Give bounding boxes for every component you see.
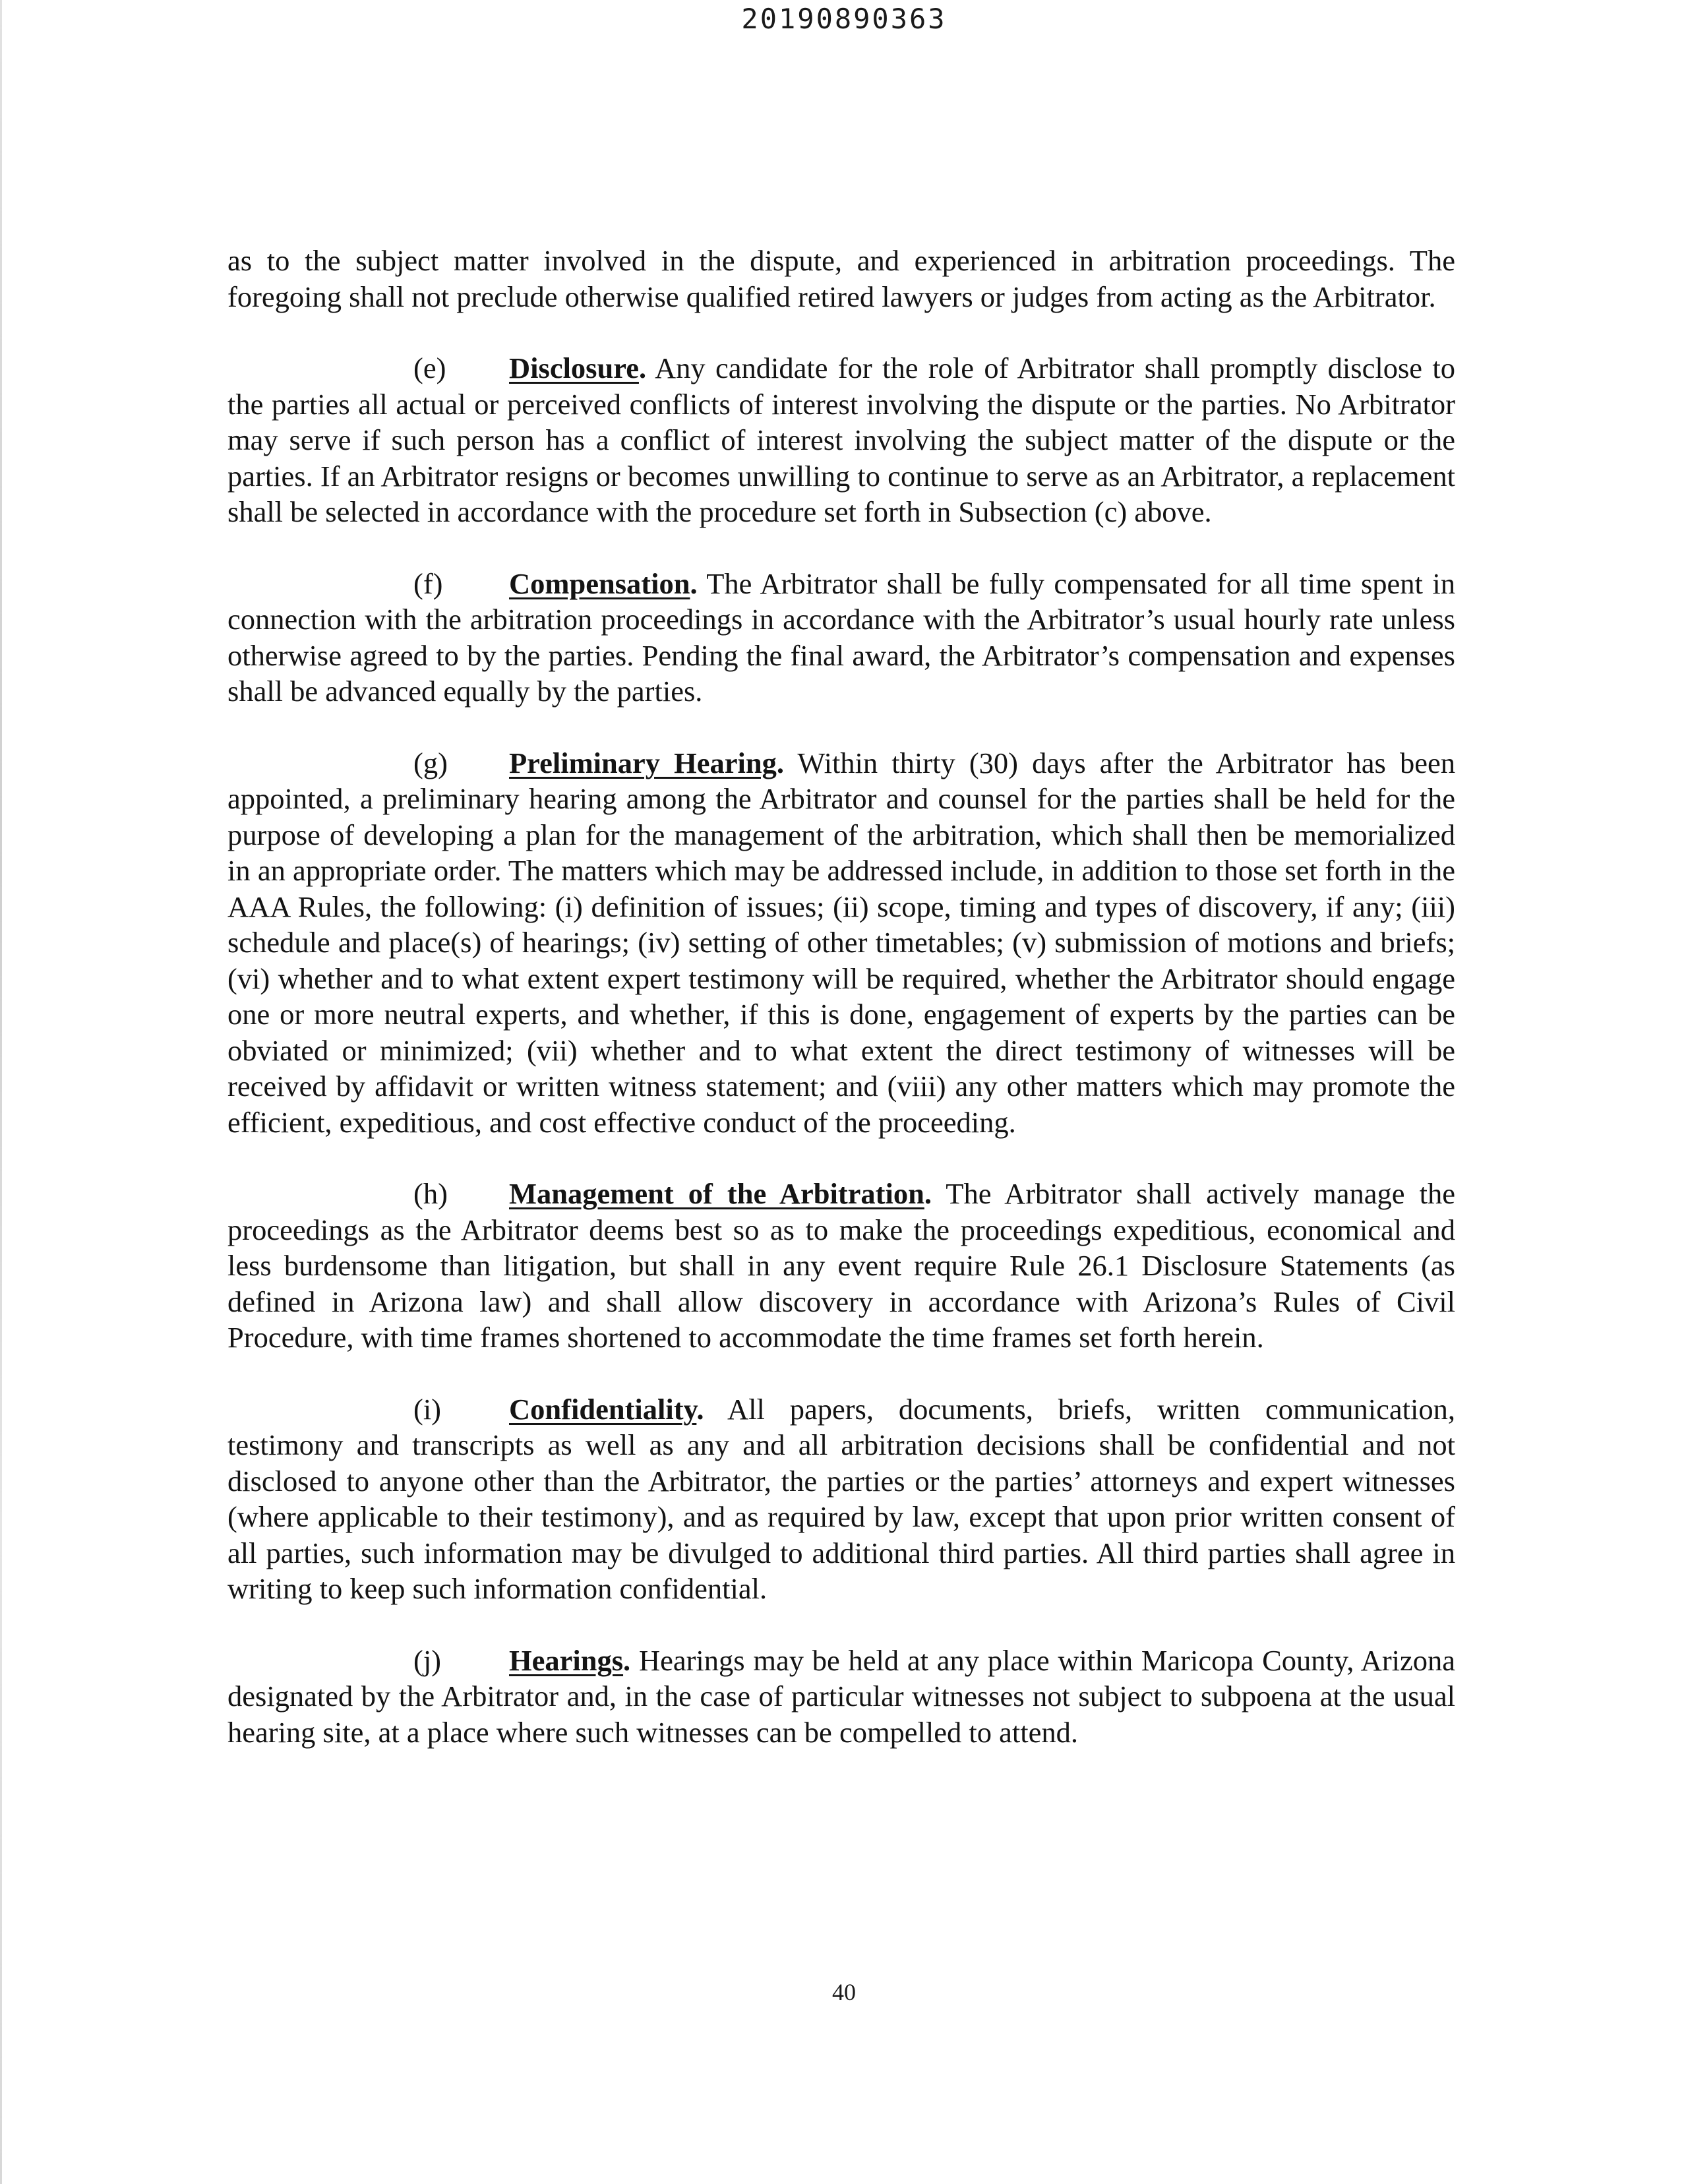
- scan-edge-shadow: [0, 0, 2, 2184]
- section-heading: Hearings: [509, 1643, 624, 1677]
- section-letter: (h): [413, 1177, 448, 1210]
- section-f: (f) Compensation. The Arbitrator shall be fully compensated for all time spent in connection with the arbitration proceedings in accordance with the Arbitrator’s usual hourly rate unless otherwise agreed to by the parties. Pending the final award, the Arbitrator’s compensation and expenses shall be advanced equally by the parties.: [227, 566, 1455, 708]
- section-heading: Preliminary Hearing: [509, 746, 777, 779]
- page-number: 40: [832, 1979, 856, 2005]
- section-heading: Compensation: [509, 566, 690, 600]
- section-heading: Management of the Arbitration: [509, 1177, 924, 1210]
- section-text: Any candidate for the role of Arbitrator shall promptly disclose to the parties all actual or perceived conflicts of interest involving the dispute or the parties. No Arbitrator may serve if such person has a conflict of interest involving the subject matter of the dispute or the parties. If an Arbitrator resigns or becomes unwilling to continue to serve as an Arbitrator, a replacement shall be selected in accordance with the procedure set forth in Subsection (c) above.: [227, 351, 1455, 528]
- section-letter: (g): [413, 746, 448, 779]
- section-g: (g) Preliminary Hearing. Within thirty (30) days after the Arbitrator has been appointed, a preliminary hearing among the Arbitrator and counsel for the parties shall be held for the purpose of developing a plan for the management of the arbitration, which shall then be memorialized in an appropriate order. The matters which may be addressed include, in addition to those set forth in the AAA Rules, the following: (i) definition of issues; (ii) scope, timing and types of discovery, if any; (iii) schedule and place(s) of hearings; (iv) setting of other timetables; (v) submission of motions and briefs; (vi) whether and to what extent expert testimony will be required, whether the Arbitrator should engage one or more neutral experts, and whether, if this is done, engagement of experts by the parties can be obviated or minimized; (vii) whether and to what extent the direct testimony of witnesses will be received by affidavit or written witness statement; and (viii) any other matters which may promote the efficient, expeditious, and cost effective conduct of the proceeding.: [227, 746, 1455, 1139]
- section-text: The Arbitrator shall be fully compensated for all time spent in connection with the arbitration proceedings in accordance with the Arbitrator’s usual hourly rate unless otherwise agreed to by the parties. Pending the final award, the Arbitrator’s compensation and expenses shall be advanced equally by the parties.: [227, 566, 1455, 708]
- section-text: Hearings may be held at any place within Maricopa County, Arizona designated by the Arbitrator and, in the case of particular witnesses not subject to subpoena at the usual hearing site, at a place where such witnesses can be compelled to attend.: [227, 1643, 1456, 1749]
- section-text: All papers, documents, briefs, written communication, testimony and transcripts as well as any and all arbitration decisions shall be confidential and not disclosed to anyone other than the Arbitrator, the parties or the parties’ attorneys and expert witnesses (where applicable to their testimony), and as required by law, except that upon prior written consent of all parties, such information may be divulged to additional third parties. All third parties shall agree in writing to keep such information confidential.: [227, 1392, 1455, 1605]
- section-e: (e) Disclosure. Any candidate for the role of Arbitrator shall promptly disclose to the parties all actual or perceived conflicts of interest involving the dispute or the parties. No Arbitrator may serve if such person has a conflict of interest involving the subject matter of the dispute or the parties. If an Arbitrator resigns or becomes unwilling to continue to serve as an Arbitrator, a replacement shall be selected in accordance with the procedure set forth in Subsection (c) above.: [227, 351, 1455, 528]
- section-text: The Arbitrator shall actively manage the proceedings as the Arbitrator deems best so as to make the proceedings expeditious, economical and less burdensome than litigation, but shall in any event require Rule 26.1 Disclosure Statements (as defined in Arizona law) and shall allow discovery in accordance with Arizona’s Rules of Civil Procedure, with time frames shortened to accommodate the time frames set forth herein.: [227, 1177, 1455, 1354]
- continuation-paragraph: as to the subject matter involved in the dispute, and experienced in arbitration proceedings. The foregoing shall not preclude otherwise qualified retired lawyers or judges from acting as the Arbitrator.: [227, 244, 1455, 313]
- section-letter: (j): [413, 1643, 442, 1677]
- document-number: 20190890363: [741, 3, 947, 35]
- section-letter: (i): [413, 1392, 442, 1426]
- section-heading: Disclosure: [509, 351, 639, 384]
- section-j: (j) Hearings. Hearings may be held at any place within Maricopa County, Arizona designated by the Arbitrator and, in the case of particular witnesses not subject to subpoena at the usual hearing site, at a place where such witnesses can be compelled to attend.: [227, 1643, 1456, 1749]
- document-body: [227, 243, 1455, 1786]
- section-h: (h) Management of the Arbitration. The Arbitrator shall actively manage the proceedings as the Arbitrator deems best so as to make the proceedings expeditious, economical and less burdensome than litigation, but shall in any event require Rule 26.1 Disclosure Statements (as defined in Arizona law) and shall allow discovery in accordance with Arizona’s Rules of Civil Procedure, with time frames shortened to accommodate the time frames set forth herein.: [227, 1177, 1455, 1354]
- section-i: (i) Confidentiality. All papers, documents, briefs, written communication, testimony and transcripts as well as any and all arbitration decisions shall be confidential and not disclosed to anyone other than the Arbitrator, the parties or the parties’ attorneys and expert witnesses (where applicable to their testimony), and as required by law, except that upon prior written consent of all parties, such information may be divulged to additional third parties. All third parties shall agree in writing to keep such information confidential.: [227, 1392, 1455, 1605]
- section-heading: Confidentiality: [509, 1392, 697, 1426]
- section-letter: (f): [413, 566, 443, 600]
- section-text: Within thirty (30) days after the Arbitrator has been appointed, a preliminary hearing among the Arbitrator and counsel for the parties shall be held for the purpose of developing a plan for the management of the arbitration, which shall then be memorialized in an appropriate order. The matters which may be addressed include, in addition to those set forth in the AAA Rules, the following: (i) definition of issues; (ii) scope, timing and types of discovery, if any; (iii) schedule and place(s) of hearings; (iv) setting of other timetables; (v) submission of motions and briefs; (vi) whether and to what extent expert testimony will be required, whether the Arbitrator should engage one or more neutral experts, and whether, if this is done, engagement of experts by the parties can be obviated or minimized; (vii) whether and to what extent the direct testimony of witnesses will be received by affidavit or written witness statement; and (viii) any other matters which may promote the efficient, expeditious, and cost effective conduct of the proceeding.: [227, 746, 1455, 1139]
- section-letter: (e): [413, 351, 446, 384]
